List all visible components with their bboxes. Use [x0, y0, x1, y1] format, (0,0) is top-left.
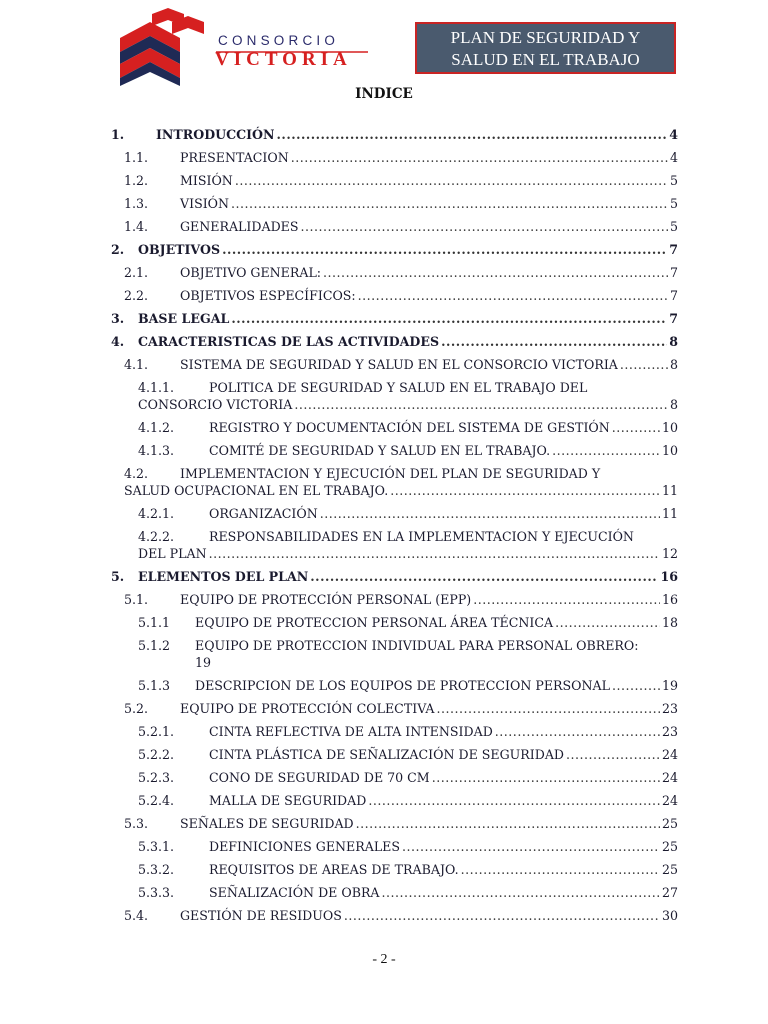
toc-entry-number: 4.2.2. — [138, 529, 175, 544]
toc-entry-number: 5.2.2. — [138, 747, 175, 762]
toc-dot-leader — [390, 483, 660, 498]
toc-entry-title: RESPONSABILIDADES EN LA IMPLEMENTACION Y EJECUCIÓN — [209, 529, 634, 544]
toc-entry-title: OBJETIVO GENERAL: — [180, 265, 322, 280]
toc-entry-number: 5.3.2. — [138, 862, 175, 877]
toc-dot-leader — [368, 793, 660, 808]
toc-dot-leader — [320, 506, 660, 521]
toc-dot-leader — [323, 265, 668, 280]
toc-entry-line — [138, 569, 678, 584]
toc-entry-page: 8 — [669, 397, 678, 412]
toc-entry-line — [138, 397, 678, 412]
toc-dot-leader — [495, 724, 660, 739]
toc-entry-line — [209, 747, 678, 762]
toc-dot-leader — [441, 334, 667, 349]
toc-entry-page: 24 — [661, 770, 678, 785]
document-title-line1: PLAN DE SEGURIDAD Y — [450, 28, 641, 47]
toc-entry-title: EQUIPO DE PROTECCIÓN COLECTIVA — [180, 701, 435, 716]
toc-dot-leader — [620, 357, 668, 372]
toc-entry-line — [180, 196, 678, 211]
toc-entry-page: 10 — [661, 443, 678, 458]
toc-entry-line — [124, 483, 678, 498]
toc-entry-title: REQUISITOS DE AREAS DE TRABAJO. — [209, 862, 459, 877]
toc-entry-page: 18 — [661, 615, 678, 630]
toc-entry-line — [180, 173, 678, 188]
toc-entry-title: GENERALIDADES — [180, 219, 299, 234]
toc-entry-page: 5 — [669, 219, 678, 234]
toc-entry-number: 2.2. — [124, 288, 149, 303]
toc-entry-number: 4. — [111, 334, 125, 349]
toc-dot-leader — [566, 747, 660, 762]
toc-entry-title: EQUIPO DE PROTECCION INDIVIDUAL PARA PERSONAL OBRERO: — [195, 638, 639, 653]
toc-entry-page: 8 — [669, 334, 678, 349]
toc-entry-line — [156, 127, 678, 142]
toc-entry-line — [180, 288, 678, 303]
toc-entry-number: 4.1. — [124, 357, 149, 372]
toc-entry-title: SEÑALES DE SEGURIDAD — [180, 816, 354, 831]
toc-entry-page: 25 — [661, 816, 678, 831]
toc-entry-line — [209, 885, 678, 900]
toc-entry-number: 5.3.1. — [138, 839, 175, 854]
toc-entry-page: 11 — [661, 506, 678, 521]
toc-dot-leader — [555, 615, 660, 630]
toc-dot-leader — [358, 288, 668, 303]
toc-entry-number: 1. — [111, 127, 125, 142]
toc-entry-page: 7 — [669, 311, 678, 326]
toc-dot-leader — [277, 127, 668, 142]
toc-entry-number: 5.2. — [124, 701, 149, 716]
toc-entry-number: 1.4. — [124, 219, 149, 234]
toc-dot-leader — [473, 592, 660, 607]
toc-entry-title: CINTA PLÁSTICA DE SEÑALIZACIÓN DE SEGURIDAD — [209, 747, 565, 762]
toc-dot-leader — [612, 420, 660, 435]
toc-entry-page: 11 — [661, 483, 678, 498]
page-number: - 2 - — [372, 952, 396, 967]
logo-text-victoria: VICTORIA — [215, 49, 352, 70]
toc-entry-number: 4.1.2. — [138, 420, 175, 435]
toc-entry-title: GESTIÓN DE RESIDUOS — [180, 908, 342, 923]
toc-entry-page: 19 — [195, 655, 212, 670]
toc-entry-page: 27 — [661, 885, 678, 900]
toc-dot-leader — [291, 150, 668, 165]
toc-dot-leader — [222, 242, 667, 257]
toc-entry-number: 5.1.3 — [138, 678, 171, 693]
toc-entry-line — [180, 592, 678, 607]
toc-entry-line — [209, 770, 678, 785]
toc-entry-line — [180, 816, 678, 831]
toc-entry-title: SISTEMA DE SEGURIDAD Y SALUD EN EL CONSORCIO VICTORIA — [180, 357, 618, 372]
toc-entry-number: 5.1.2 — [138, 638, 171, 653]
toc-dot-leader — [301, 219, 668, 234]
toc-entry-number: 5.2.4. — [138, 793, 175, 808]
toc-entry-title: CINTA REFLECTIVA DE ALTA INTENSIDAD — [209, 724, 493, 739]
toc-entry-line — [209, 839, 678, 854]
toc-entry-page: 5 — [669, 173, 678, 188]
toc-entry-page: 4 — [669, 127, 678, 142]
document-title-line2: SALUD EN EL TRABAJO — [451, 50, 640, 69]
toc-dot-leader — [461, 862, 660, 877]
toc-entry-number: 5.3. — [124, 816, 149, 831]
toc-entry-title: COMITÉ DE SEGURIDAD Y SALUD EN EL TRABAJO. — [209, 443, 551, 458]
toc-dot-leader — [552, 443, 660, 458]
toc-dot-leader — [356, 816, 660, 831]
toc-entry-page: 24 — [661, 793, 678, 808]
toc-entry-line — [195, 615, 678, 630]
toc-entry-title: ORGANIZACIÓN — [209, 506, 318, 521]
toc-entry-line — [180, 701, 678, 716]
toc-entry-line — [209, 420, 678, 435]
toc-entry-line — [209, 793, 678, 808]
toc-entry-line — [209, 862, 678, 877]
toc-entry-title: OBJETIVOS — [138, 242, 221, 257]
toc-entry-line — [138, 546, 678, 561]
toc-entry-number: 4.1.1. — [138, 380, 175, 395]
toc-entry-line — [180, 908, 678, 923]
toc-dot-leader — [310, 569, 658, 584]
toc-entry-page: 7 — [669, 265, 678, 280]
toc-entry-title: IMPLEMENTACION Y EJECUCIÓN DEL PLAN DE SEGURIDAD Y — [180, 466, 601, 481]
toc-entry-title: MALLA DE SEGURIDAD — [209, 793, 367, 808]
toc-entry-number: 1.1. — [124, 150, 149, 165]
toc-entry-number: 2. — [111, 242, 125, 257]
toc-entry-number: 5.2.3. — [138, 770, 175, 785]
toc-entry-number: 4.2. — [124, 466, 149, 481]
toc-entry-number: 5.3.3. — [138, 885, 175, 900]
toc-entry-title-cont: DEL PLAN — [138, 546, 207, 561]
toc-entry-title: CONO DE SEGURIDAD DE 70 CM — [209, 770, 430, 785]
toc-entry-page: 10 — [661, 420, 678, 435]
toc-entry-number: 1.3. — [124, 196, 149, 211]
toc-dot-leader — [402, 839, 660, 854]
toc-dot-leader — [382, 885, 660, 900]
toc-entry-line — [180, 357, 678, 372]
toc-dot-leader — [231, 311, 667, 326]
toc-entry-page: 8 — [669, 357, 678, 372]
toc-entry-line — [180, 219, 678, 234]
toc-entry-page: 7 — [669, 242, 678, 257]
toc-entry-page: 23 — [661, 724, 678, 739]
toc-entry-page: 25 — [661, 862, 678, 877]
toc-entry-number: 5.4. — [124, 908, 149, 923]
toc-entry-page: 16 — [660, 569, 678, 584]
toc-entry-line — [138, 334, 678, 349]
toc-entry-title: EQUIPO DE PROTECCION PERSONAL ÁREA TÉCNICA — [195, 615, 554, 630]
toc-dot-leader — [612, 678, 660, 693]
toc-entry-number: 2.1. — [124, 265, 149, 280]
toc-entry-page: 24 — [661, 747, 678, 762]
logo-text-consorcio: CONSORCIO — [218, 33, 340, 48]
toc-entry-title-cont: CONSORCIO VICTORIA — [138, 397, 293, 412]
toc-entry-title: EQUIPO DE PROTECCIÓN PERSONAL (EPP) — [180, 592, 472, 607]
toc-entry-line — [138, 242, 678, 257]
toc-entry-page: 5 — [669, 196, 678, 211]
toc-entry-line — [209, 724, 678, 739]
toc-entry-line — [138, 311, 678, 326]
toc-entry-page: 23 — [661, 701, 678, 716]
toc-dot-leader — [209, 546, 660, 561]
index-heading: INDICE — [355, 86, 413, 102]
toc-entry-title: DEFINICIONES GENERALES — [209, 839, 401, 854]
toc-entry-number: 4.1.3. — [138, 443, 175, 458]
toc-entry-title: ELEMENTOS DEL PLAN — [138, 569, 309, 584]
toc-dot-leader — [235, 173, 668, 188]
toc-entry-number: 5.1. — [124, 592, 149, 607]
toc-entry-number: 5.1.1 — [138, 615, 171, 630]
toc-entry-title: SEÑALIZACIÓN DE OBRA — [209, 885, 380, 900]
toc-dot-leader — [294, 397, 668, 412]
document-title-box — [415, 22, 676, 74]
toc-entry-page: 4 — [669, 150, 678, 165]
toc-entry-title: CARACTERISTICAS DE LAS ACTIVIDADES — [138, 334, 440, 349]
toc-entry-page: 25 — [661, 839, 678, 854]
toc-dot-leader — [437, 701, 660, 716]
toc-entry-title: OBJETIVOS ESPECÍFICOS: — [180, 288, 356, 303]
consorcio-victoria-logo — [112, 8, 382, 88]
toc-entry-number: 3. — [111, 311, 125, 326]
toc-entry-line — [195, 678, 678, 693]
toc-entry-page: 12 — [661, 546, 678, 561]
toc-entry-title: POLITICA DE SEGURIDAD Y SALUD EN EL TRABAJO DEL — [209, 380, 588, 395]
toc-entry-title: DESCRIPCION DE LOS EQUIPOS DE PROTECCION PERSONAL — [195, 678, 610, 693]
toc-entry-number: 5.2.1. — [138, 724, 175, 739]
toc-entry-title-cont: SALUD OCUPACIONAL EN EL TRABAJO. — [124, 483, 389, 498]
toc-entry-page: 19 — [661, 678, 678, 693]
toc-entry-line — [180, 265, 678, 280]
toc-dot-leader — [432, 770, 660, 785]
toc-entry-number: 5. — [111, 569, 125, 584]
toc-entry-number: 4.2.1. — [138, 506, 175, 521]
toc-entry-line — [180, 150, 678, 165]
toc-entry-title: PRESENTACION — [180, 150, 289, 165]
toc-entry-page: 16 — [661, 592, 678, 607]
toc-entry-title: REGISTRO Y DOCUMENTACIÓN DEL SISTEMA DE GESTIÓN — [209, 420, 610, 435]
toc-entry-title: VISIÓN — [180, 196, 230, 211]
toc-entry-line — [209, 506, 678, 521]
toc-entry-line — [209, 443, 678, 458]
toc-entry-title: INTRODUCCIÓN — [156, 127, 275, 142]
toc-entry-page: 7 — [669, 288, 678, 303]
toc-entry-number: 1.2. — [124, 173, 149, 188]
toc-entry-line — [195, 638, 678, 653]
toc-dot-leader — [344, 908, 660, 923]
toc-entry-page: 30 — [661, 908, 678, 923]
toc-dot-leader — [231, 196, 668, 211]
toc-entry-title: MISIÓN — [180, 173, 233, 188]
toc-entry-title: BASE LEGAL — [138, 311, 230, 326]
